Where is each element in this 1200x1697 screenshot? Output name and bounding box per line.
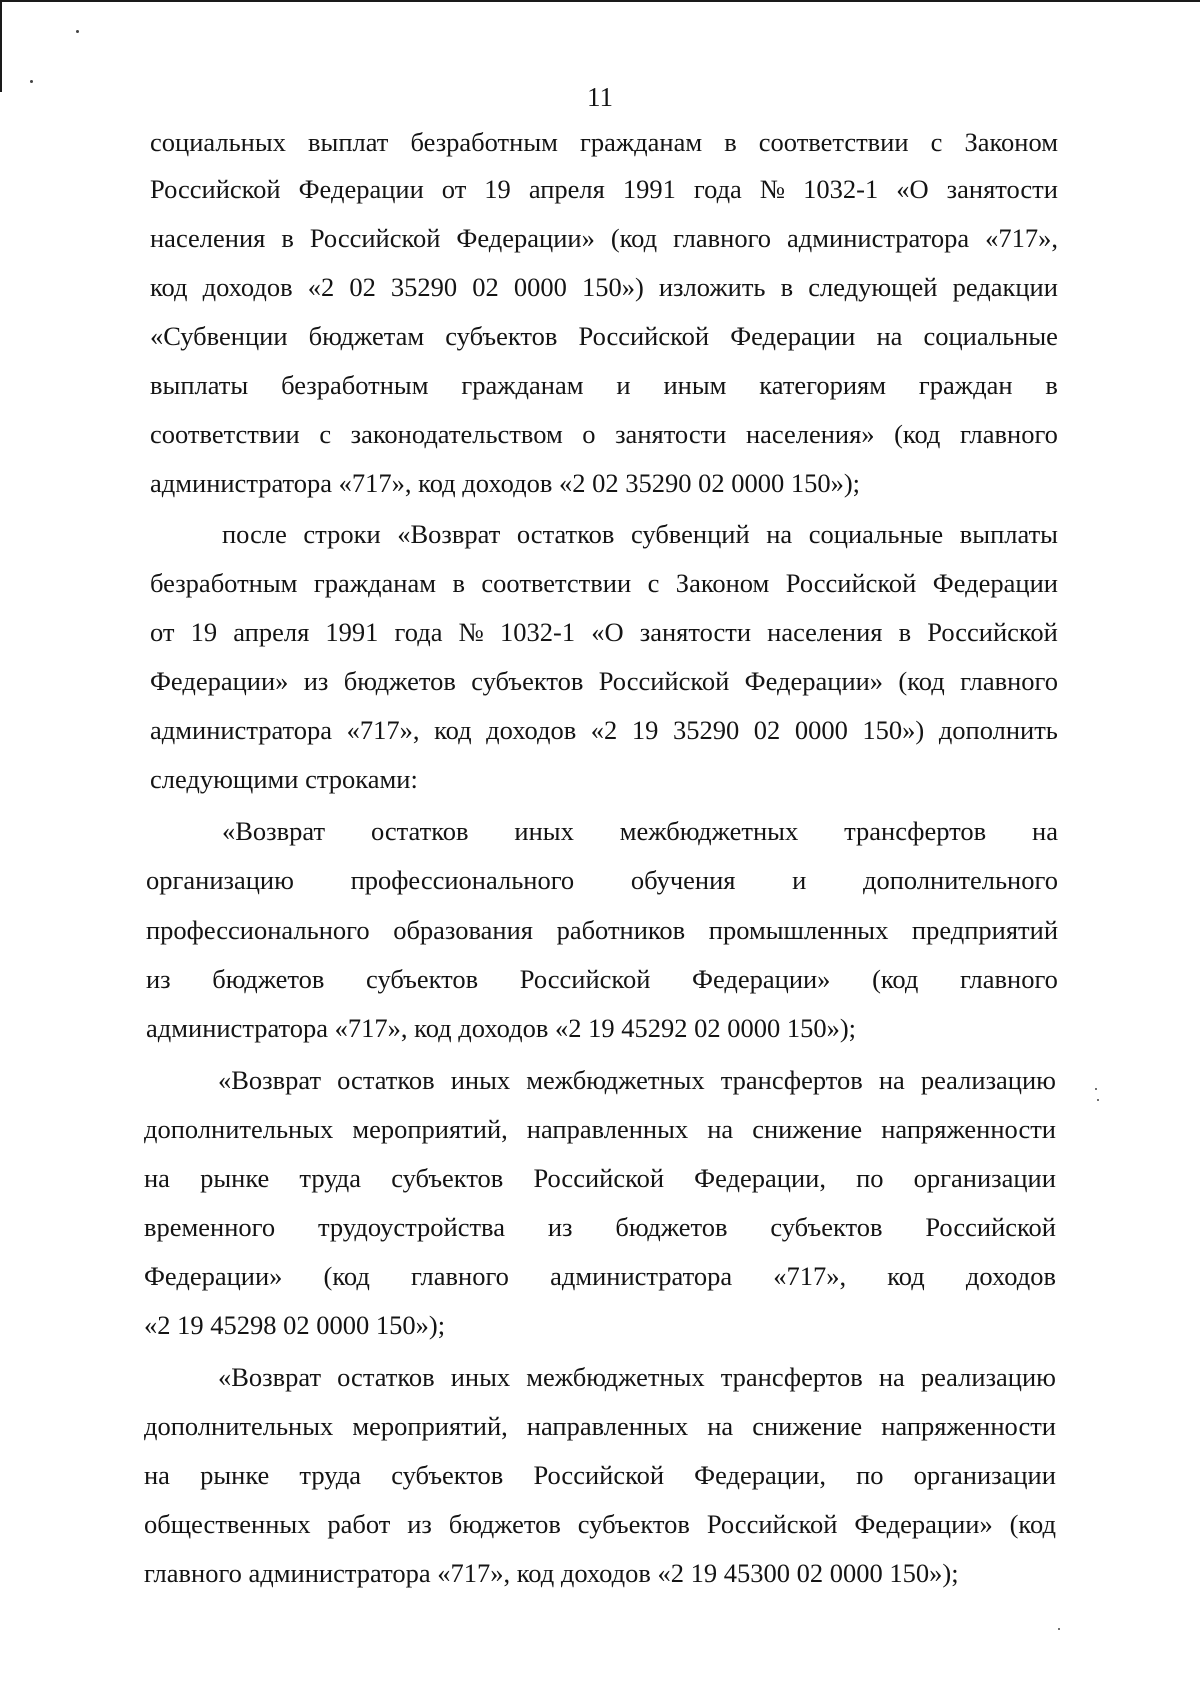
word: трансфертов bbox=[720, 1362, 863, 1392]
line-words bbox=[144, 1256, 1056, 1296]
line-text: администратора «717», код доходов «2 19 45292 02 0000 150»); bbox=[146, 1013, 857, 1043]
word: Федерации, bbox=[694, 1163, 826, 1193]
word: гражданам bbox=[579, 127, 703, 157]
word: года bbox=[394, 617, 443, 647]
text-line bbox=[0, 563, 1200, 603]
word: субъектов bbox=[366, 964, 479, 994]
word: 1032-1 bbox=[500, 617, 576, 647]
word: из bbox=[303, 666, 329, 696]
line-words bbox=[144, 1207, 1056, 1247]
line-words bbox=[150, 612, 1058, 652]
line-words bbox=[150, 414, 1058, 454]
word: апреля bbox=[528, 174, 605, 204]
text-line bbox=[0, 122, 1200, 162]
word: Федерации» bbox=[144, 1261, 283, 1291]
text-line bbox=[0, 365, 1200, 405]
word: бюджетов bbox=[343, 666, 456, 696]
word: на bbox=[144, 1163, 170, 1193]
word: остатков bbox=[516, 519, 615, 549]
line-words bbox=[150, 661, 1058, 701]
word: года bbox=[693, 174, 742, 204]
word: в bbox=[724, 127, 737, 157]
word: промышленных bbox=[708, 915, 889, 945]
word: профессионального bbox=[350, 865, 575, 895]
word: (код bbox=[323, 1261, 370, 1291]
word: Федерации bbox=[932, 568, 1058, 598]
word: на bbox=[707, 1114, 734, 1144]
word: в bbox=[452, 568, 465, 598]
word: снижение bbox=[752, 1411, 863, 1441]
word: обучения bbox=[630, 865, 736, 895]
word: реализацию bbox=[920, 1362, 1056, 1392]
word: Законом bbox=[964, 127, 1058, 157]
word: безработным bbox=[410, 127, 558, 157]
text-line bbox=[0, 463, 1200, 503]
word: рынке bbox=[200, 1460, 270, 1490]
word: 1991 bbox=[622, 174, 676, 204]
scan-top-edge bbox=[0, 0, 1200, 2]
word: временного bbox=[144, 1212, 276, 1242]
word: населения» bbox=[745, 419, 875, 449]
line-words bbox=[150, 316, 1058, 356]
word: выплат bbox=[308, 127, 389, 157]
word: о bbox=[582, 419, 596, 449]
line-text: следующими строками: bbox=[150, 764, 418, 794]
word: «Субвенции bbox=[150, 321, 288, 351]
word: субъектов bbox=[770, 1212, 883, 1242]
line-words bbox=[218, 1357, 1056, 1397]
word: Федерации» bbox=[692, 964, 831, 994]
word: законодательством bbox=[350, 419, 563, 449]
word: реализацию bbox=[920, 1065, 1056, 1095]
word: «717», bbox=[346, 715, 420, 745]
word: субвенций bbox=[631, 519, 750, 549]
word: доходов bbox=[965, 1261, 1056, 1291]
word: работников bbox=[556, 915, 686, 945]
text-line bbox=[0, 860, 1200, 900]
word: Российской bbox=[309, 223, 441, 253]
word: Российской bbox=[533, 1163, 665, 1193]
word: на bbox=[878, 1362, 905, 1392]
text-line bbox=[0, 1256, 1200, 1296]
word: следующей bbox=[808, 272, 938, 302]
word: трудоустройства bbox=[318, 1212, 505, 1242]
word: соответствии bbox=[150, 419, 300, 449]
word: в bbox=[1045, 370, 1058, 400]
word: дополнить bbox=[938, 715, 1058, 745]
word: работ bbox=[327, 1509, 391, 1539]
word: администратора bbox=[550, 1261, 733, 1291]
text-line bbox=[0, 169, 1200, 209]
word: субъектов bbox=[577, 1509, 690, 1539]
line-words bbox=[222, 514, 1058, 554]
word: организации bbox=[913, 1163, 1056, 1193]
word: «2 bbox=[307, 272, 335, 302]
word: соответствии bbox=[481, 568, 632, 598]
word: в bbox=[898, 617, 912, 647]
word: труда bbox=[299, 1163, 362, 1193]
word: занятости bbox=[639, 617, 752, 647]
word: иных bbox=[450, 1362, 511, 1392]
word: 1991 bbox=[325, 617, 379, 647]
word: на bbox=[878, 1065, 905, 1095]
word: рынке bbox=[200, 1163, 270, 1193]
word: остатков bbox=[337, 1362, 435, 1392]
word: Федерации» bbox=[744, 666, 884, 696]
text-line bbox=[0, 1357, 1200, 1397]
word: субъектов bbox=[391, 1460, 504, 1490]
word: организацию bbox=[146, 865, 294, 895]
word: «717», bbox=[773, 1261, 847, 1291]
word: направленных bbox=[526, 1114, 689, 1144]
text-line bbox=[0, 959, 1200, 999]
word: снижение bbox=[752, 1114, 863, 1144]
word: Российской bbox=[785, 568, 917, 598]
word: код bbox=[887, 1261, 925, 1291]
scan-left-edge bbox=[0, 0, 2, 92]
word: общественных bbox=[144, 1509, 311, 1539]
word: Российской bbox=[578, 321, 710, 351]
word: труда bbox=[299, 1460, 362, 1490]
line-words bbox=[146, 959, 1058, 999]
word: с bbox=[930, 127, 943, 157]
word: иным bbox=[663, 370, 727, 400]
word: населения bbox=[150, 223, 266, 253]
text-line bbox=[0, 661, 1200, 701]
word: Федерации» bbox=[854, 1509, 993, 1539]
word: 02 bbox=[472, 272, 499, 302]
line-text: «2 19 45298 02 0000 150»); bbox=[144, 1310, 446, 1340]
word: по bbox=[856, 1460, 884, 1490]
word: соответствии bbox=[758, 127, 909, 157]
word: доходов bbox=[202, 272, 293, 302]
word: из bbox=[146, 964, 171, 994]
word: (код bbox=[894, 419, 941, 449]
text-line bbox=[0, 218, 1200, 258]
word: «Возврат bbox=[397, 519, 501, 549]
text-line bbox=[0, 710, 1200, 750]
word: 35290 bbox=[672, 715, 740, 745]
word: субъектов bbox=[445, 321, 558, 351]
word: Федерации, bbox=[694, 1460, 826, 1490]
word: главного bbox=[960, 666, 1058, 696]
text-line bbox=[0, 1158, 1200, 1198]
word: профессионального bbox=[146, 915, 370, 945]
word: Федерации» bbox=[150, 666, 289, 696]
word: бюджетов bbox=[615, 1212, 728, 1242]
text-line bbox=[0, 910, 1200, 950]
word: мероприятий, bbox=[352, 1114, 508, 1144]
word: 35290 bbox=[390, 272, 458, 302]
word: Законом bbox=[675, 568, 770, 598]
word: администратора bbox=[787, 223, 970, 253]
word: межбюджетных bbox=[526, 1065, 705, 1095]
word: «О bbox=[896, 174, 929, 204]
word: Федерации bbox=[298, 174, 424, 204]
word: Российской bbox=[706, 1509, 838, 1539]
text-line bbox=[0, 1553, 1200, 1593]
word: 19 bbox=[484, 174, 511, 204]
word: «2 bbox=[590, 715, 618, 745]
word: на bbox=[1032, 816, 1058, 846]
word: администратора bbox=[150, 715, 333, 745]
word: бюджетов bbox=[212, 964, 325, 994]
word: 19 bbox=[190, 617, 218, 647]
word: 150») bbox=[581, 272, 644, 302]
text-line bbox=[0, 1406, 1200, 1446]
word: «О bbox=[591, 617, 624, 647]
text-line bbox=[0, 811, 1200, 851]
word: иных bbox=[450, 1065, 511, 1095]
word: Федерации» bbox=[456, 223, 595, 253]
word: 150») bbox=[862, 715, 925, 745]
word: главного bbox=[411, 1261, 509, 1291]
text-line bbox=[0, 1305, 1200, 1345]
word: из bbox=[547, 1212, 573, 1242]
word: (код bbox=[1009, 1509, 1056, 1539]
word: 1032-1 bbox=[803, 174, 879, 204]
word: в bbox=[281, 223, 294, 253]
word: доходов bbox=[486, 715, 577, 745]
text-line bbox=[0, 612, 1200, 652]
text-line bbox=[0, 316, 1200, 356]
text-line bbox=[0, 267, 1200, 307]
word: 02 bbox=[753, 715, 781, 745]
word: от bbox=[441, 174, 467, 204]
word: (код bbox=[610, 223, 658, 253]
word: иных bbox=[514, 816, 574, 846]
line-words bbox=[146, 910, 1058, 950]
word: субъектов bbox=[391, 1163, 504, 1193]
word: трансфертов bbox=[720, 1065, 863, 1095]
word: 19 bbox=[631, 715, 659, 745]
word: главного bbox=[673, 223, 772, 253]
word: образования bbox=[393, 915, 533, 945]
word: остатков bbox=[337, 1065, 435, 1095]
text-line bbox=[0, 414, 1200, 454]
word: по bbox=[856, 1163, 884, 1193]
line-words bbox=[144, 1158, 1056, 1198]
text-line bbox=[0, 1109, 1200, 1149]
word: межбюджетных bbox=[526, 1362, 705, 1392]
word: главного bbox=[959, 419, 1058, 449]
word: «Возврат bbox=[222, 816, 326, 846]
line-words bbox=[150, 267, 1058, 307]
line-words bbox=[218, 1060, 1056, 1100]
scan-speck bbox=[1058, 1628, 1060, 1630]
word: выплаты bbox=[150, 370, 249, 400]
word: Российской bbox=[598, 666, 730, 696]
word: Российской bbox=[927, 617, 1058, 647]
word: дополнительных bbox=[144, 1114, 334, 1144]
word: 0000 bbox=[513, 272, 567, 302]
word: на bbox=[876, 321, 903, 351]
word: направленных bbox=[526, 1411, 689, 1441]
line-words bbox=[144, 1504, 1056, 1544]
line-words bbox=[150, 365, 1058, 405]
line-words bbox=[150, 710, 1058, 750]
word: из bbox=[407, 1509, 432, 1539]
word: напряженности bbox=[881, 1114, 1056, 1144]
word: главного bbox=[960, 964, 1058, 994]
word: напряженности bbox=[881, 1411, 1056, 1441]
line-words bbox=[222, 811, 1058, 851]
word: гражданам bbox=[461, 370, 584, 400]
word: бюджетам bbox=[308, 321, 425, 351]
word: «Возврат bbox=[218, 1362, 322, 1392]
word: после bbox=[222, 519, 287, 549]
word: 0000 bbox=[794, 715, 848, 745]
word: безработным bbox=[281, 370, 429, 400]
word: на bbox=[766, 519, 793, 549]
word: Российской bbox=[925, 1212, 1056, 1242]
scan-speck bbox=[76, 30, 79, 33]
word: дополнительных bbox=[144, 1411, 334, 1441]
word: код bbox=[434, 715, 472, 745]
word: занятости bbox=[615, 419, 727, 449]
word: от bbox=[150, 617, 175, 647]
word: занятости bbox=[946, 174, 1058, 204]
word: редакции bbox=[952, 272, 1058, 302]
text-line bbox=[0, 1060, 1200, 1100]
word: социальных bbox=[150, 127, 286, 157]
word: выплаты bbox=[959, 519, 1058, 549]
word: изложить bbox=[658, 272, 766, 302]
word: остатков bbox=[370, 816, 469, 846]
word: дополнительного bbox=[863, 865, 1058, 895]
line-words bbox=[150, 169, 1058, 209]
word: Российской bbox=[150, 174, 281, 204]
word: код bbox=[150, 272, 188, 302]
line-words bbox=[150, 122, 1058, 162]
word: граждан bbox=[918, 370, 1013, 400]
word: 02 bbox=[349, 272, 376, 302]
word: № bbox=[458, 617, 484, 647]
word: на bbox=[144, 1460, 170, 1490]
word: в bbox=[780, 272, 794, 302]
word: с bbox=[319, 419, 332, 449]
word: гражданам bbox=[313, 568, 437, 598]
line-words bbox=[144, 1109, 1056, 1149]
text-line bbox=[0, 1008, 1200, 1048]
word: категориям bbox=[759, 370, 887, 400]
line-words bbox=[144, 1455, 1056, 1495]
word: и bbox=[792, 865, 807, 895]
word: апреля bbox=[233, 617, 310, 647]
word: социальные bbox=[808, 519, 944, 549]
word: предприятий bbox=[911, 915, 1058, 945]
line-text: главного администратора «717», код доходов «2 19 45300 02 0000 150»); bbox=[144, 1558, 959, 1588]
word: строки bbox=[303, 519, 381, 549]
line-text: администратора «717», код доходов «2 02 35290 02 0000 150»); bbox=[150, 468, 861, 498]
text-line bbox=[0, 1455, 1200, 1495]
word: мероприятий, bbox=[352, 1411, 508, 1441]
line-words bbox=[150, 563, 1058, 603]
word: бюджетов bbox=[448, 1509, 561, 1539]
word: Российской bbox=[533, 1460, 665, 1490]
page-number: 11 bbox=[587, 82, 613, 112]
line-words bbox=[150, 218, 1058, 258]
text-line bbox=[0, 1207, 1200, 1247]
word: организации bbox=[913, 1460, 1056, 1490]
word: «Возврат bbox=[218, 1065, 322, 1095]
word: (код bbox=[898, 666, 945, 696]
word: на bbox=[707, 1411, 734, 1441]
word: безработным bbox=[150, 568, 298, 598]
word: трансфертов bbox=[844, 816, 987, 846]
text-line bbox=[0, 1504, 1200, 1544]
word: субъектов bbox=[471, 666, 584, 696]
word: межбюджетных bbox=[619, 816, 799, 846]
word: и bbox=[616, 370, 631, 400]
word: Российской bbox=[519, 964, 651, 994]
word: № bbox=[759, 174, 786, 204]
word: Федерации bbox=[730, 321, 856, 351]
word: населения bbox=[767, 617, 883, 647]
word: с bbox=[647, 568, 660, 598]
word: «717», bbox=[985, 223, 1058, 253]
line-words bbox=[144, 1406, 1056, 1446]
word: социальные bbox=[923, 321, 1058, 351]
line-words bbox=[146, 860, 1058, 900]
text-line bbox=[0, 514, 1200, 554]
text-line bbox=[0, 759, 1200, 799]
word: (код bbox=[872, 964, 919, 994]
